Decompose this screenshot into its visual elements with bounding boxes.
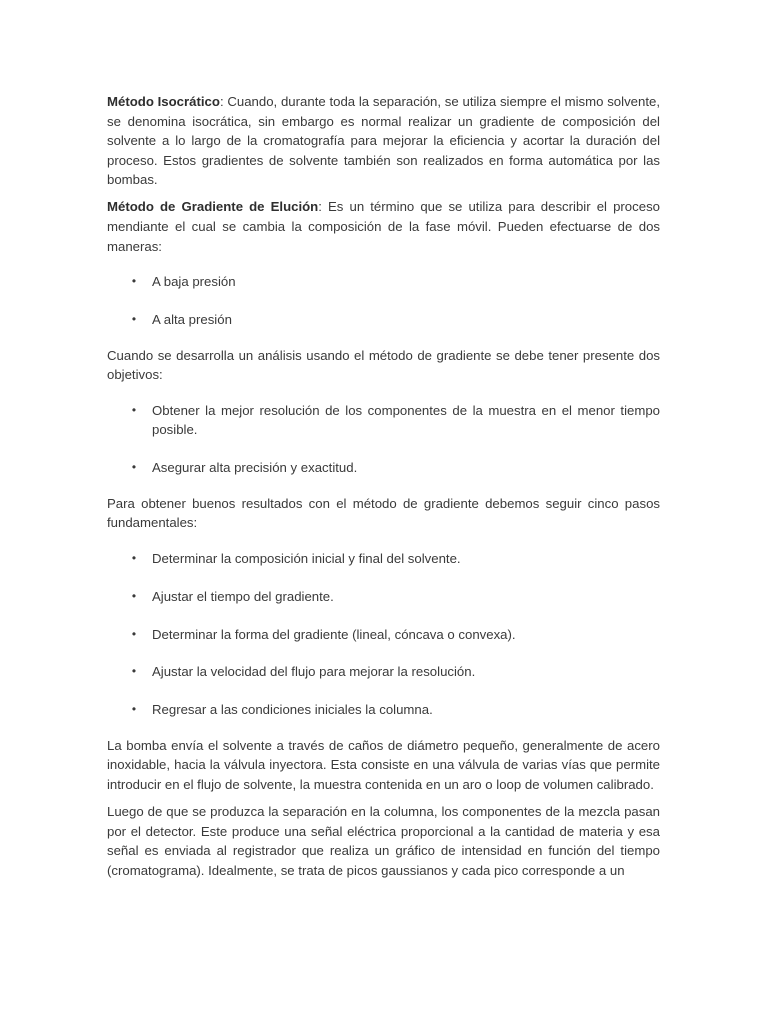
list-item-text: A baja presión (152, 274, 236, 290)
list-item-text: Determinar la composición inicial y final del solvente. (152, 550, 461, 566)
isocratic-method-text: : Cuando, durante toda la separación, se utiliza siempre el mismo solvente, se denomina isocrática, sin embargo es normal realizar un gradiente de composición del solvente a lo largo de la cromatografía para mejorar la eficiencia y acortar la duración del proceso. Estos gradientes de solvente también son realizados en forma automática por las bombas. (107, 94, 660, 188)
list-item-text: Determinar la forma del gradiente (lineal, cóncava o convexa). (152, 626, 516, 642)
term-isocratic-method: Método Isocrático (107, 94, 220, 109)
paragraph-detector: Luego de que se produzca la separación en la columna, los componentes de la mezcla pasan por el detector. Este produce una señal eléctrica proporcional a la cantidad de materia y esa señal es enviada al registrador que realiza un gráfico de intensidad en función del tiempo (cromatograma). Idealmente, se trata de picos gaussianos y cada pico corresponde a un (107, 803, 660, 878)
bullet-icon: • (131, 702, 137, 717)
bullet-icon: • (131, 550, 137, 565)
pressure-list (107, 272, 660, 329)
paragraph-pump-injector: La bomba envía el solvente a través de caños de diámetro pequeño, generalmente de acero inoxidable, hacia la válvula inyectora. Esta consiste en una válvula de varias vías que permite introducir en el flujo de solvente, la muestra contenida en un aro o loop de volumen calibrado. (107, 737, 660, 792)
paragraph-gradient-elution-method (107, 197, 660, 256)
objectives-list (107, 401, 660, 478)
bullet-icon: • (131, 588, 137, 603)
steps-list (107, 549, 660, 720)
paragraph-gradient-objectives-intro: Cuando se desarrolla un análisis usando el método de gradiente se debe tener presente dos objetivos: (107, 347, 660, 383)
list-item (107, 549, 660, 569)
list-item (107, 310, 660, 330)
list-item (107, 625, 660, 645)
term-gradient-elution-method: Método de Gradiente de Elución (107, 199, 319, 215)
list-item (107, 458, 660, 478)
list-item (107, 272, 660, 292)
list-item-text: Asegurar alta precisión y exactitud. (152, 460, 358, 476)
bullet-icon: • (131, 460, 137, 475)
bullet-icon: • (131, 274, 137, 289)
list-item (107, 700, 660, 720)
gradient-elution-method-text: : Es un término que se utiliza para describir el proceso mendiante el cual se cambia la composición de la fase móvil. Pueden efectuarse de dos maneras: (107, 199, 661, 254)
list-item-text: Regresar a las condiciones iniciales la columna. (152, 702, 433, 718)
list-item (107, 587, 660, 607)
list-item-text: Obtener la mejor resolución de los componentes de la muestra en el menor tiempo posible. (152, 402, 660, 438)
bullet-icon: • (131, 626, 137, 641)
list-item-text: Ajustar la velocidad del flujo para mejorar la resolución. (152, 664, 476, 680)
paragraph-steps-intro: Para obtener buenos resultados con el método de gradiente debemos seguir cinco pasos fundamentales: (107, 495, 660, 531)
bullet-icon: • (131, 312, 137, 327)
bullet-icon: • (131, 402, 137, 417)
list-item (107, 662, 660, 682)
list-item-text: Ajustar el tiempo del gradiente. (152, 588, 334, 604)
bullet-icon: • (131, 664, 137, 679)
document-page (107, 92, 660, 888)
list-item (107, 401, 660, 440)
list-item-text: A alta presión (152, 312, 232, 328)
paragraph-isocratic-method (107, 92, 660, 190)
